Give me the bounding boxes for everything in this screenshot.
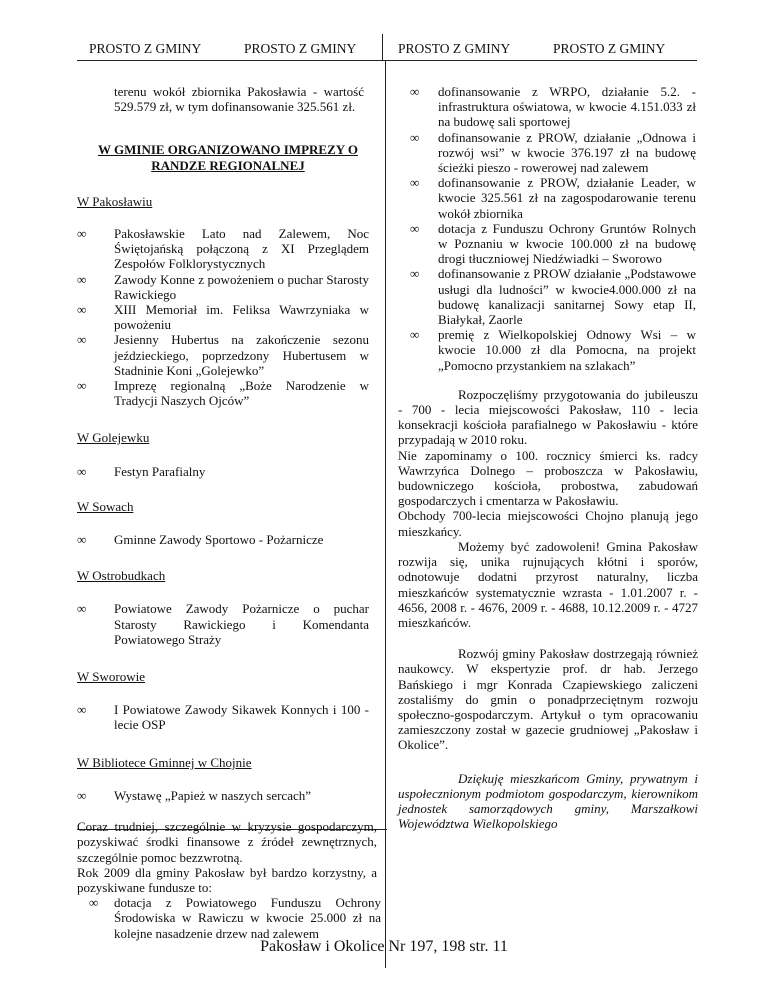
infinity-bullet-icon: ∞	[77, 532, 87, 548]
list-item: ∞ Pakosławskie Lato nad Zalewem, Noc Świętojańską połączoną z XI Przeglądem Zespołów Folklorystycznych	[77, 226, 369, 272]
page-footer: Pakosław i Okolice Nr 197, 198 str. 11	[260, 938, 508, 955]
list-item: ∞ dotacja z Funduszu Ochrony Gruntów Rolnych w Poznaniu w kwocie 100.000 zł na budowę drogi tłuczniowej Niedźwiadki – Sworowo	[410, 220, 696, 267]
list-item: ∞ dofinansowanie z PROW, działanie Leader, w kwocie 325.561 zł na zagospodarowanie terenu wokół zbiornika	[410, 175, 696, 221]
right-column	[398, 84, 698, 831]
event-list	[77, 702, 369, 732]
list-item: ∞ XIII Memoriał im. Feliksa Wawrzyniaka w powożeniu	[77, 302, 369, 333]
body-paragraph: Nie zapominamy o 100. rocznicy śmierci ks. radcy Wawrzyńca Dolnego – proboszcza w Pakosławiu, budowniczego kościoła, probostwa, zabudowań gospodarczych i cmentarza w Pakosławiu.	[398, 447, 698, 509]
list-item: ∞ I Powiatowe Zawody Sikawek Konnych i 100 - lecie OSP	[77, 702, 369, 733]
funds-list	[410, 84, 696, 373]
thanks-paragraph: Dziękuję mieszkańcom Gminy, prywatnym i uspołecznionym podmiotom gospodarczym, kierownikom jednostek samorządowych gminy, Marszałkowi Województwa Wielkopolskiego	[398, 770, 698, 832]
list-item: ∞ Imprezę regionalną „Boże Narodzenie w Tradycji Naszych Ojców”	[77, 378, 369, 409]
group-title: W Pakosławiu	[77, 193, 153, 209]
event-list	[77, 464, 369, 479]
infinity-bullet-icon: ∞	[77, 271, 87, 287]
group-title: W Sworowie	[77, 669, 146, 685]
infinity-bullet-icon: ∞	[77, 332, 87, 348]
list-item: ∞ Jesienny Hubertus na zakończenie sezonu jeździeckiego, poprzedzony Hubertusem w Stadninie Koni „Golejewko”	[77, 332, 369, 378]
group-title: W Ostrobudkach	[77, 568, 166, 584]
funds-list	[77, 895, 381, 941]
list-item: ∞ Zawody Konne z powożeniem o puchar Starosty Rawickiego	[77, 271, 369, 302]
body-paragraph: Rozpoczęliśmy przygotowania do jubileuszu - 700 - lecia miejscowości Pakosław, 110 - lecia konsekracji kościoła parafialnego w Pakosławiu - które przypadają w 2010 roku.	[398, 386, 698, 448]
section-heading: W GMINIE ORGANIZOWANO IMPREZY O RANDZE REGIONALNEJ	[97, 142, 359, 173]
left-column	[77, 84, 387, 941]
group-title: W Sowach	[77, 498, 134, 514]
body-paragraph: Obchody 700-lecia miejscowości Chojno planują jego mieszkańcy.	[398, 508, 698, 539]
infinity-bullet-icon: ∞	[410, 220, 420, 236]
list-item: ∞ Gminne Zawody Sportowo - Pożarnicze	[77, 532, 324, 548]
list-item: ∞ premię z Wielkopolskiej Odnowy Wsi – w kwocie 10.000 zł dla Pomocna, na projekt „Pomocno przystankiem na szlakach”	[410, 327, 696, 373]
body-paragraph: Coraz trudniej, szczególnie w kryzysie gospodarczym, pozyskiwać środki finansowe z źródeł zewnętrznych, szczególnie pomoc bezzwrotną.	[77, 819, 377, 865]
infinity-bullet-icon: ∞	[89, 895, 99, 911]
group-title: W Golejewku	[77, 430, 150, 446]
header-label: PROSTO Z GMINY	[553, 41, 666, 56]
event-list	[77, 226, 369, 408]
event-list	[77, 601, 369, 647]
list-item: ∞ Powiatowe Zawody Pożarnicze o puchar Starosty Rawickiego i Komendanta Powiatowego Straży	[77, 601, 369, 647]
infinity-bullet-icon: ∞	[410, 327, 420, 343]
running-header	[77, 36, 697, 61]
infinity-bullet-icon: ∞	[410, 175, 420, 191]
header-label: PROSTO Z GMINY	[89, 41, 202, 56]
list-item: ∞ dofinansowanie z PROW działanie „Podstawowe usługi dla ludności” w kwocie4.000.000 zł na budowę kanalizacji sanitarnej Sowy etap II, Białykał, Zaorle	[410, 266, 696, 328]
infinity-bullet-icon: ∞	[410, 129, 420, 145]
body-paragraph: Rok 2009 dla gminy Pakosław był bardzo korzystny, a pozyskiwane fundusze to:	[77, 864, 377, 895]
intro-text: terenu wokół zbiornika Pakosławia - wartość 529.579 zł, w tym dofinansowanie 325.561 zł.	[114, 84, 364, 115]
infinity-bullet-icon: ∞	[77, 463, 87, 479]
body-paragraph: Możemy być zadowoleni! Gmina Pakosław rozwija się, unika rujnujących kłótni i sporów, odnotowuje dodatni przyrost naturalny, liczba mieszkańców systematycznie wzrasta - 1.01.2007 r. - 4656, 2008 r. - 4676, 2009 r. - 4688, 10.12.2009 r. - 4727 mieszkańców.	[398, 538, 698, 630]
list-item: ∞ dofinansowanie z PROW, działanie „Odnowa i rozwój wsi” w kwocie 376.197 zł na budowę ścieżki pieszo - rowerowej nad zalewem	[410, 129, 696, 176]
infinity-bullet-icon: ∞	[410, 266, 420, 282]
infinity-bullet-icon: ∞	[77, 378, 87, 394]
event-list	[77, 788, 369, 803]
list-item: ∞ Wystawę „Papież w naszych sercach”	[77, 787, 312, 803]
infinity-bullet-icon: ∞	[77, 302, 87, 318]
list-item: ∞ Festyn Parafialny	[77, 463, 206, 479]
header-label: PROSTO Z GMINY	[244, 41, 357, 56]
infinity-bullet-icon: ∞	[77, 787, 87, 803]
event-list	[77, 532, 369, 547]
infinity-bullet-icon: ∞	[77, 702, 87, 718]
list-item: ∞ dotacja z Powiatowego Funduszu Ochrony Środowiska w Rawiczu w kwocie 25.000 zł na kolejne nasadzenie drzew nad zalewem	[89, 895, 381, 941]
header-divider	[382, 34, 383, 60]
group-title: W Bibliotece Gminnej w Chojnie	[77, 754, 252, 770]
body-paragraph: Rozwój gminy Pakosław dostrzegają również naukowcy. W ekspertyzie prof. dr hab. Jerzego Bańskiego i mgr Konrada Czapiewskiego zaliczeni zostaliśmy do gmin o ponadprzeciętnym rozwoju społeczno-gospodarczym. Artykuł o tym opracowaniu zamieszczony został w gazecie grudniowej „Pakosław i Okolice”.	[398, 646, 698, 753]
infinity-bullet-icon: ∞	[77, 601, 87, 617]
list-item: ∞ dofinansowanie z WRPO, działanie 5.2. - infrastruktura oświatowa, w kwocie 4.151.033 zł na budowę sali sportowej	[410, 84, 696, 130]
header-label: PROSTO Z GMINY	[398, 41, 511, 56]
infinity-bullet-icon: ∞	[410, 84, 420, 99]
infinity-bullet-icon: ∞	[77, 226, 87, 242]
